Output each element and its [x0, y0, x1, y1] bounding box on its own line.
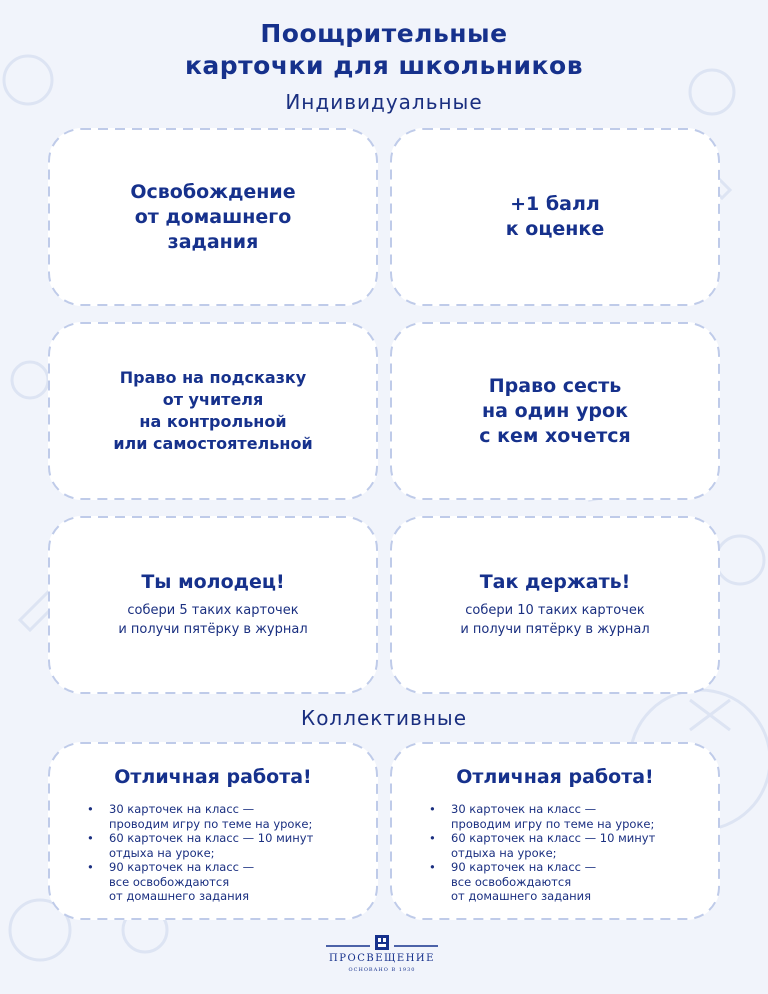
bullet: •: [429, 802, 436, 816]
card-text: Право на подсказку от учителя на контрольной или самостоятельной: [113, 368, 313, 453]
section-individual: Индивидуальные: [285, 90, 483, 114]
card-heading: Отличная работа!: [114, 766, 312, 788]
list-item-text: 90 карточек на класс — все освобождаются от домашнего задания: [109, 860, 255, 903]
card-teacher-hint: [48, 322, 378, 500]
card-homework-exemption: [48, 128, 378, 306]
list-item-text: 60 карточек на класс — 10 минут отдыха на уроке;: [109, 831, 314, 860]
logo-emblem-icon: [320, 934, 444, 952]
card-plus-one-point: [390, 128, 720, 306]
card-choose-seat: [390, 322, 720, 500]
list-item: [87, 802, 339, 831]
reward-list: [429, 802, 681, 904]
bullet: •: [429, 831, 436, 845]
list-item: [429, 802, 681, 831]
page-title: Поощрительные карточки для школьников: [184, 19, 584, 80]
card-heading: Отличная работа!: [456, 766, 654, 788]
list-item-text: 30 карточек на класс — проводим игру по теме на уроке;: [451, 802, 655, 831]
card-keep-it-up: [390, 516, 720, 694]
collective-card-right: [390, 742, 720, 920]
publisher-logo: [320, 934, 444, 978]
logo-tagline: ОСНОВАНО В 1930: [348, 967, 416, 973]
section-collective: Коллективные: [301, 706, 467, 730]
card-subtext: собери 5 таких карточек и получи пятёрку в журнал: [118, 603, 308, 637]
bullet: •: [429, 860, 436, 874]
card-well-done: [48, 516, 378, 694]
card-heading: Ты молодец!: [141, 571, 285, 593]
list-item: [87, 831, 339, 860]
collective-card-left: [48, 742, 378, 920]
card-subtext: собери 10 таких карточек и получи пятёрку в журнал: [460, 603, 650, 637]
bullet: •: [87, 860, 94, 874]
reward-list: [87, 802, 339, 904]
atom-doodle: [12, 362, 48, 398]
list-item-text: 90 карточек на класс — все освобождаются от домашнего задания: [451, 860, 597, 903]
list-item: [87, 860, 339, 904]
card-text: +1 балл к оценке: [505, 193, 605, 240]
list-item-text: 30 карточек на класс — проводим игру по теме на уроке;: [109, 802, 313, 831]
ball-doodle: [716, 536, 764, 584]
list-item: [429, 831, 681, 860]
list-item-text: 60 карточек на класс — 10 минут отдыха на уроке;: [451, 831, 656, 860]
bullet: •: [87, 802, 94, 816]
card-text: Освобождение от домашнего задания: [130, 180, 296, 253]
list-item: [429, 860, 681, 904]
logo-name: ПРОСВЕЩЕНИЕ: [329, 953, 435, 964]
bullet: •: [87, 831, 94, 845]
card-heading: Так держать!: [479, 571, 631, 593]
card-text: Право сесть на один урок с кем хочется: [479, 374, 631, 447]
